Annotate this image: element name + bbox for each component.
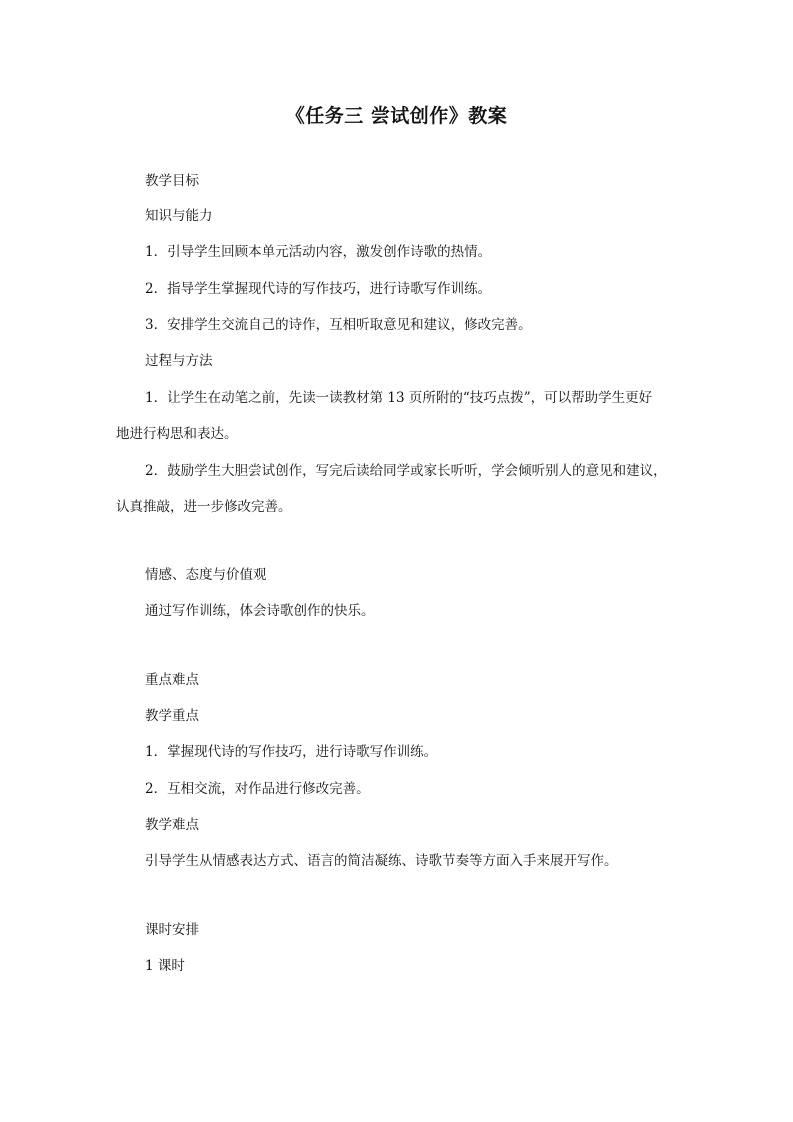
focus-item-1: 1．掌握现代诗的写作技巧，进行诗歌写作训练。 <box>145 744 438 760</box>
process-heading: 过程与方法 <box>145 353 213 369</box>
key-points-heading: 重点难点 <box>145 672 199 688</box>
process-item-1-line-1: 1．让学生在动笔之前，先读一读教材第 13 页所附的“技巧点拨”，可以帮助学生更好 <box>145 390 653 406</box>
knowledge-heading: 知识与能力 <box>145 208 213 224</box>
knowledge-item-2: 2．指导学生掌握现代诗的写作技巧，进行诗歌写作训练。 <box>145 281 492 297</box>
difficulty-text: 引导学生从情感表达方式、语言的简洁凝练、诗歌节奏等方面入手来展开写作。 <box>145 853 618 869</box>
emotion-heading: 情感、态度与价值观 <box>145 567 267 583</box>
objectives-heading: 教学目标 <box>145 173 199 189</box>
schedule-text: 1 课时 <box>145 958 185 974</box>
knowledge-item-3: 3．安排学生交流自己的诗作，互相听取意见和建议，修改完善。 <box>145 317 532 333</box>
difficulty-heading: 教学难点 <box>145 817 199 833</box>
process-item-1-line-2: 地进行构思和表达。 <box>116 426 238 442</box>
focus-item-2: 2．互相交流，对作品进行修改完善。 <box>145 781 370 797</box>
emotion-text: 通过写作训练，体会诗歌创作的快乐。 <box>145 603 375 619</box>
knowledge-item-1: 1．引导学生回顾本单元活动内容，激发创作诗歌的热情。 <box>145 244 492 260</box>
page-title: 《任务三 尝试创作》教案 <box>285 105 508 127</box>
schedule-heading: 课时安排 <box>145 922 199 938</box>
process-item-2-line-2: 认真推敲，进一步修改完善。 <box>116 499 292 515</box>
process-item-2-line-1: 2．鼓励学生大胆尝试创作，写完后读给同学或家长听听，学会倾听别人的意见和建议， <box>145 463 667 479</box>
focus-heading: 教学重点 <box>145 708 199 724</box>
